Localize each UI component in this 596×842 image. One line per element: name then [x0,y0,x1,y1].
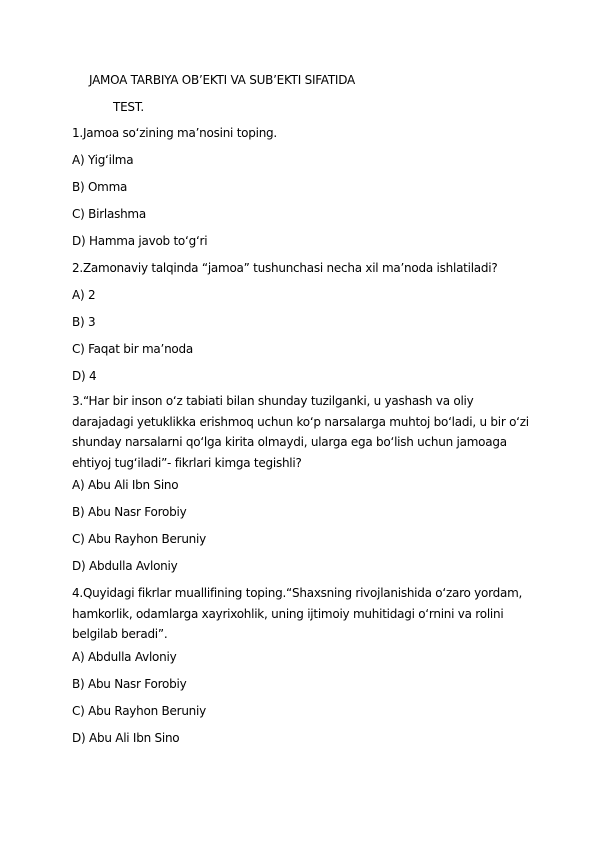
question-2-option-b: B) 3 [72,315,96,329]
question-1-option-d: D) Hamma javob to‘g‘ri [72,234,208,248]
question-1-text: 1.Jamoa so‘zining ma’nosini toping. [72,126,277,140]
question-1-option-b: B) Omma [72,180,128,194]
question-3-option-d: D) Abdulla Avloniy [72,559,178,573]
question-2-text: 2.Zamonaviy talqinda “jamoa” tushunchasi necha xil ma’noda ishlatiladi? [72,261,498,275]
question-4-option-b: B) Abu Nasr Forobiy [72,677,187,691]
question-4-option-d: D) Abu Ali Ibn Sino [72,731,180,745]
question-1-option-a: A) Yig‘ilma [72,153,134,167]
question-3-option-b: B) Abu Nasr Forobiy [72,505,187,519]
question-4-text: 4.Quyidagi fikrlar muallifining toping.“Shaxsning rivojlanishida o‘zaro yordam, hamkorlik, odamlarga xayrixohlik, uning ijtimoiy muhitidagi o‘rnini va rolini belgilab beradi”. [72,586,523,641]
question-2-option-c: C) Faqat bir ma’noda [72,342,193,356]
question-2-option-a: A) 2 [72,288,96,302]
question-3-option-c: C) Abu Rayhon Beruniy [72,532,206,546]
question-4-option-a: A) Abdulla Avloniy [72,650,177,664]
document-subtitle: TEST. [113,100,144,114]
question-3-text: 3.“Har bir inson o‘z tabiati bilan shunday tuzilganki, u yashash va oliy darajadagi yetuklikka erishmoq uchun ko‘p narsalarga muhtoj bo‘ladi, u bir o‘zi shunday narsalarni qo‘lga kirita olmaydi, ularga ega bo‘lish uchun jamoaga ehtiyoj tug‘iladi”- fikrlari kimga tegishli? [72,394,529,470]
question-4-option-c: C) Abu Rayhon Beruniy [72,704,206,718]
question-2-option-d: D) 4 [72,369,97,383]
question-1-option-c: C) Birlashma [72,207,146,221]
document-title: JAMOA TARBIYA OB’EKTI VA SUB’EKTI SIFATIDA [89,73,355,87]
question-3-option-a: A) Abu Ali Ibn Sino [72,478,179,492]
